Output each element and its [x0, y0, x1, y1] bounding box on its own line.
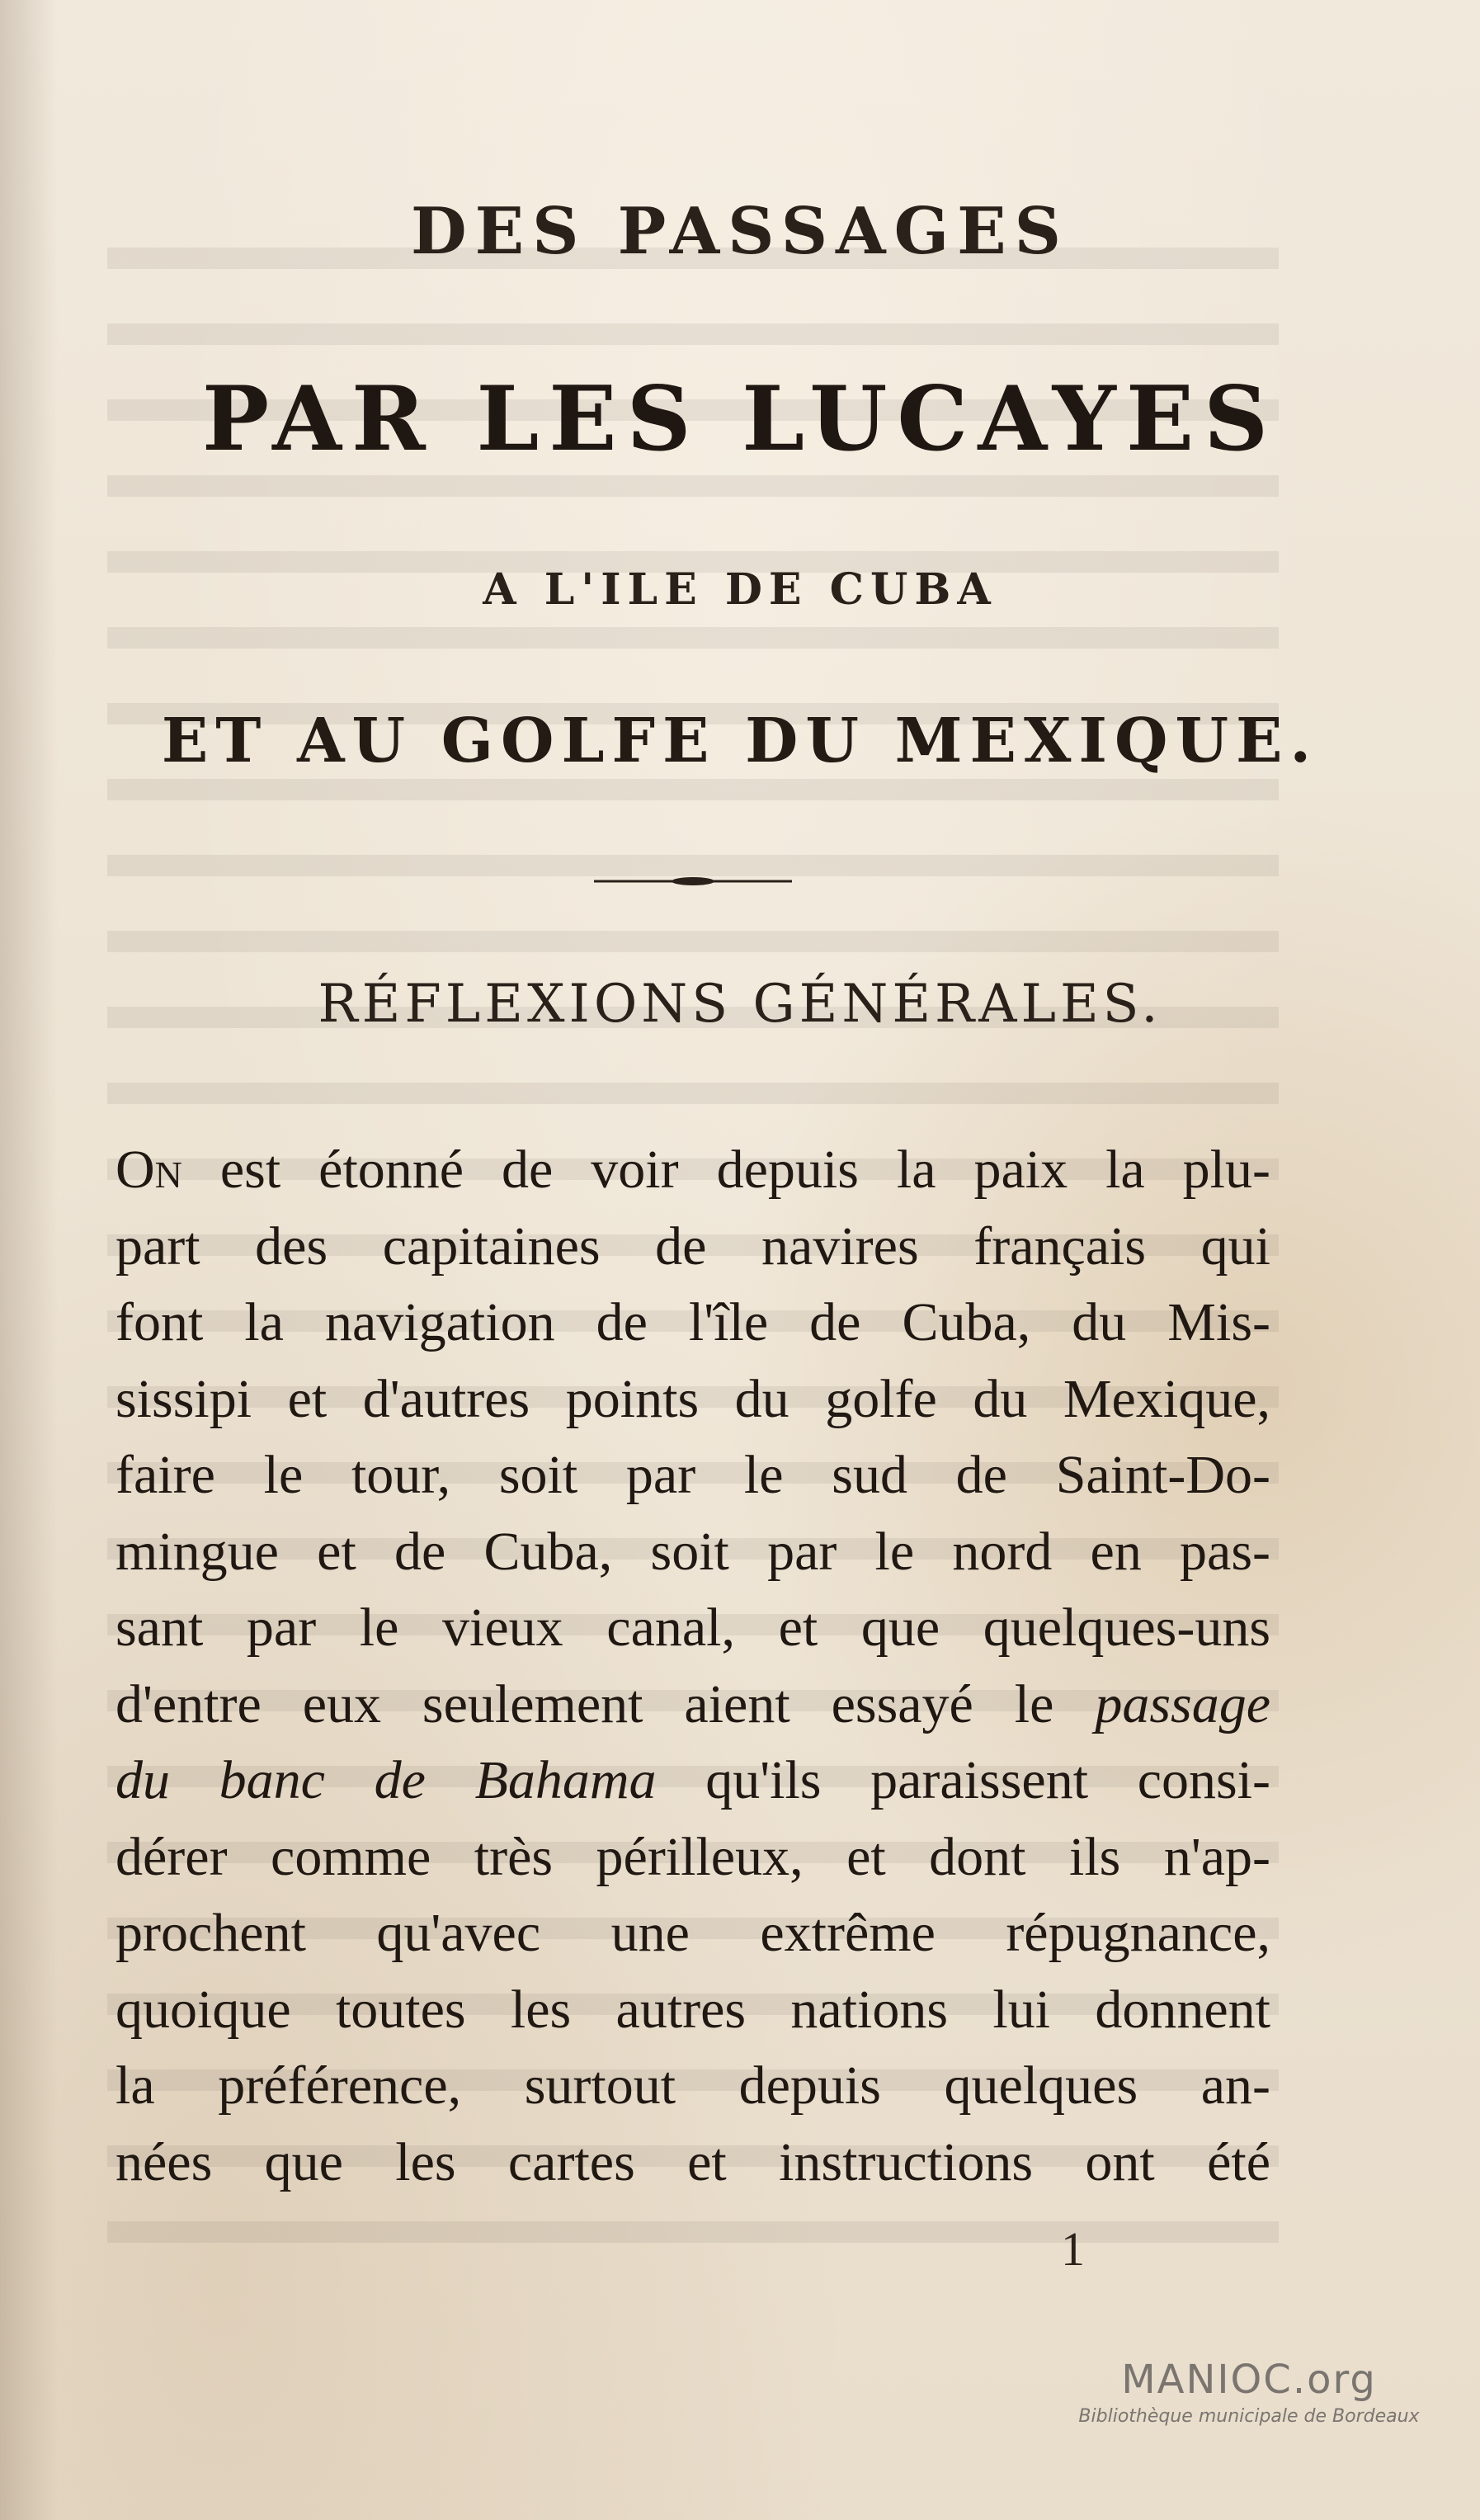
title-line-1: DES PASSAGES: [411, 194, 1069, 269]
text-line: [115, 1743, 1270, 1819]
watermark: [1059, 2357, 1439, 2427]
text-line: [115, 1132, 1270, 1209]
italic-span: passage: [1095, 1673, 1270, 1734]
text-line: [115, 1667, 1270, 1744]
text-line: sant par le vieux canal, et que quelques-uns: [115, 1597, 1270, 1658]
text-span: est étonné de voir depuis la paix la plu-: [181, 1140, 1270, 1200]
text-line: font la navigation de l'île de Cuba, du Mis-: [115, 1292, 1270, 1352]
section-heading: RÉFLEXIONS GÉNÉRALES.: [318, 974, 1162, 1035]
body-paragraph: [115, 1132, 1270, 2201]
dropcap-word: On: [115, 1140, 182, 1200]
page-number: 1: [1061, 2222, 1085, 2276]
title-line-2: PAR LES LUCAYES: [201, 367, 1279, 471]
watermark-logo: MANIOC.org: [1121, 2357, 1377, 2403]
text-span: d'entre eux seulement aient essayé le: [115, 1673, 1096, 1734]
watermark-subtitle: Bibliothèque municipale de Bordeaux: [1078, 2406, 1420, 2427]
ornament-rule-icon: [594, 875, 792, 888]
text-line: prochent qu'avec une extrême répugnance,: [115, 1903, 1270, 1963]
text-span: qu'ils paraissent consi-: [656, 1750, 1270, 1810]
text-line: mingue et de Cuba, soit par le nord en pas-: [115, 1521, 1270, 1582]
text-line: faire le tour, soit par le sud de Saint-Do-: [115, 1445, 1270, 1505]
title-line-3: A L'ILE DE CUBA: [483, 564, 997, 615]
text-line: nées que les cartes et instructions ont été: [115, 2131, 1270, 2192]
text-line: part des capitaines de navires français qui: [115, 1215, 1270, 1277]
text-line: dérer comme très périlleux, et dont ils n'ap-: [115, 1826, 1270, 1887]
italic-span: du banc de Bahama: [115, 1750, 657, 1810]
text-line: quoique toutes les autres nations lui donnent: [115, 1979, 1270, 2040]
text-line: sissipi et d'autres points du golfe du Mexique,: [115, 1368, 1270, 1429]
title-line-4: ET AU GOLFE DU MEXIQUE.: [161, 706, 1319, 776]
text-line: la préférence, surtout depuis quelques an-: [115, 2055, 1270, 2116]
